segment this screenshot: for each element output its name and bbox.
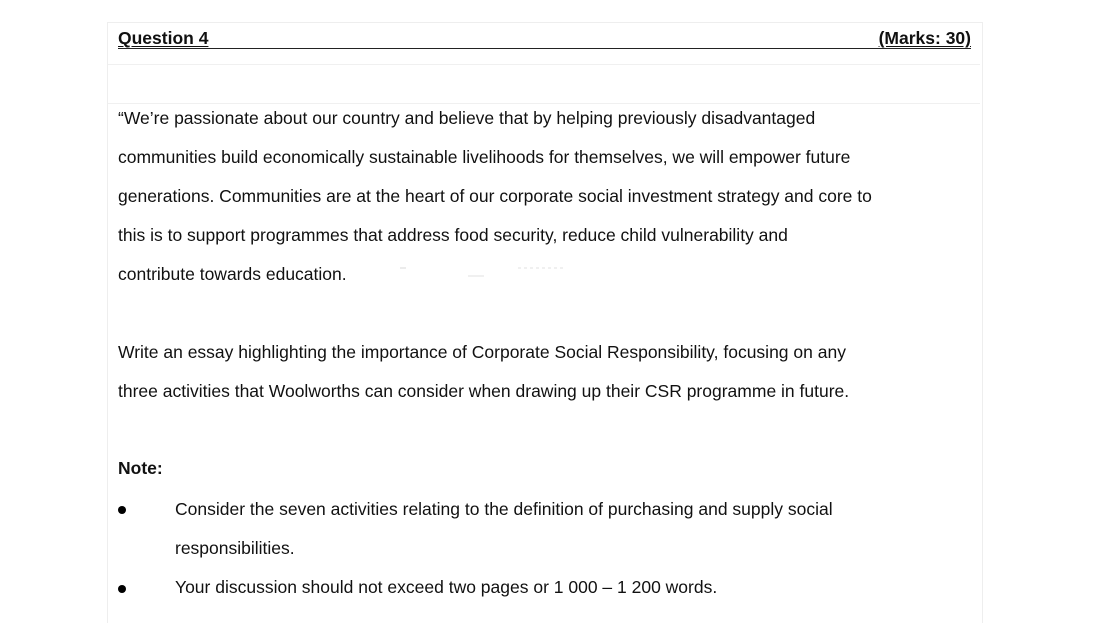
quote-line: generations. Communities are at the heart of our corporate social investment strategy and core to [118, 186, 872, 206]
quote-line: contribute towards education. [118, 264, 347, 284]
bullet-item-line: Your discussion should not exceed two pages or 1 000 – 1 200 words. [175, 577, 718, 597]
quote-line: communities build economically sustainable livelihoods for themselves, we will empower future [118, 147, 851, 167]
question-title: Question 4 [118, 28, 209, 48]
quote-line: “We’re passionate about our country and believe that by helping previously disadvantaged [118, 108, 816, 128]
bullet-item-line: Consider the seven activities relating to the definition of purchasing and supply social [175, 499, 833, 519]
question-marks: (Marks: 30) [878, 28, 971, 48]
bullet-icon [118, 585, 126, 593]
task-line: three activities that Woolworths can consider when drawing up their CSR programme in future. [118, 381, 850, 401]
scan-smudge [398, 264, 568, 284]
note-label: Note: [118, 458, 163, 478]
bullet-icon [118, 506, 126, 514]
quote-line: this is to support programmes that address food security, reduce child vulnerability and [118, 225, 788, 245]
bullet-item-line: responsibilities. [175, 538, 295, 558]
question-header [118, 28, 971, 49]
divider [108, 64, 980, 65]
task-line: Write an essay highlighting the importance of Corporate Social Responsibility, focusing on any [118, 342, 846, 362]
